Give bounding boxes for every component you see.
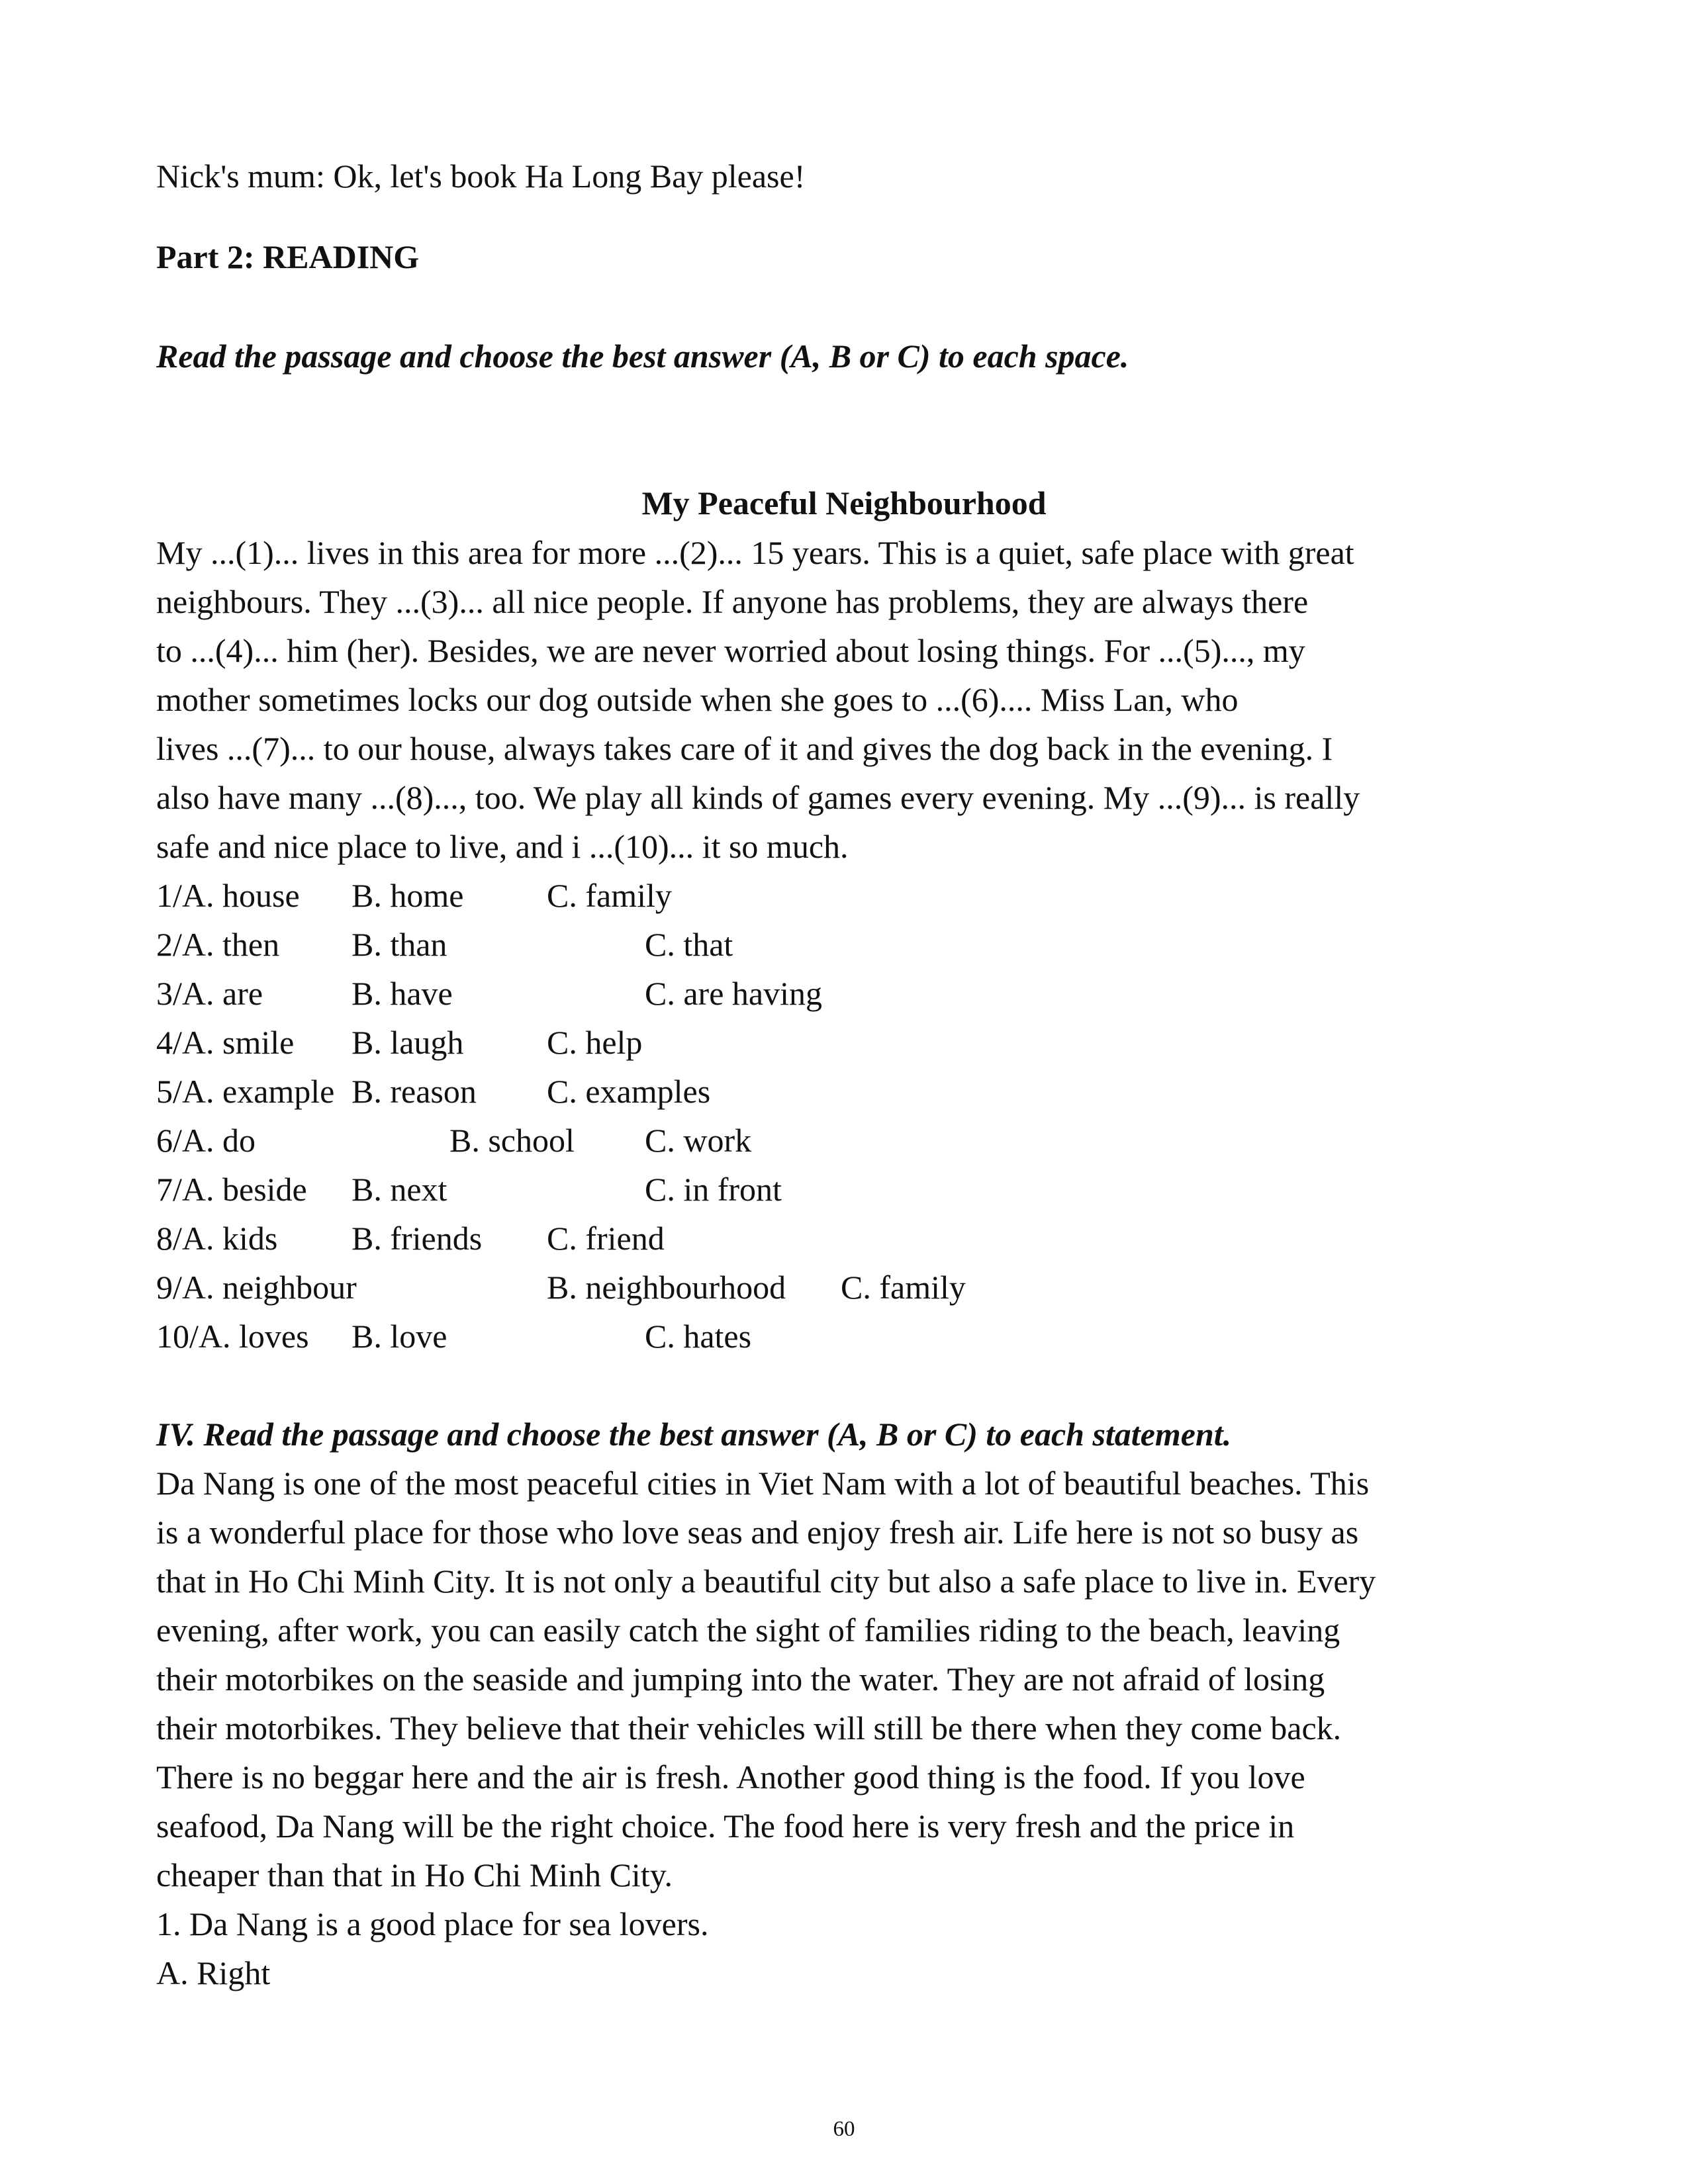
- option-a: 10/A. loves: [156, 1318, 309, 1355]
- option-b: B. home: [352, 877, 464, 914]
- passage-line: mother sometimes locks our dog outside when she goes to ...(6).... Miss Lan, who: [156, 681, 1239, 718]
- option-a: 2/A. then: [156, 926, 280, 963]
- option-b: B. than: [352, 926, 447, 963]
- option-c: C. that: [645, 926, 733, 963]
- part2-instruction: Read the passage and choose the best answer (A, B or C) to each space.: [156, 338, 1129, 375]
- passage-line: also have many ...(8)..., too. We play all kinds of games every evening. My ...(9)... is really: [156, 779, 1360, 816]
- passage-line: My ...(1)... lives in this area for more ...(2)... 15 years. This is a quiet, safe place with great: [156, 534, 1354, 571]
- option-b: B. school: [449, 1122, 575, 1159]
- section4-line: their motorbikes. They believe that their vehicles will still be there when they come back.: [156, 1709, 1342, 1747]
- option-a: 5/A. example: [156, 1073, 335, 1110]
- option-b: B. laugh: [352, 1024, 464, 1061]
- option-a: 9/A. neighbour: [156, 1269, 357, 1306]
- option-b: B. love: [352, 1318, 447, 1355]
- answer-a: A. Right: [156, 1954, 271, 1991]
- page-number: 60: [833, 2117, 855, 2141]
- option-c: C. examples: [547, 1073, 711, 1110]
- section4-line: evening, after work, you can easily catch the sight of families riding to the beach, leaving: [156, 1612, 1340, 1649]
- section4-line: seafood, Da Nang will be the right choice. The food here is very fresh and the price in: [156, 1807, 1295, 1844]
- dialogue-line: Nick's mum: Ok, let's book Ha Long Bay please!: [156, 158, 806, 195]
- option-c: C. work: [645, 1122, 752, 1159]
- option-c: C. are having: [645, 975, 822, 1012]
- passage-line: to ...(4)... him (her). Besides, we are never worried about losing things. For ...(5)..., my: [156, 632, 1305, 669]
- option-b: B. have: [352, 975, 453, 1012]
- option-c: C. help: [547, 1024, 643, 1061]
- section4-line: cheaper than that in Ho Chi Minh City.: [156, 1856, 673, 1893]
- option-a: 8/A. kids: [156, 1220, 278, 1257]
- option-a: 4/A. smile: [156, 1024, 295, 1061]
- option-c: C. family: [841, 1269, 966, 1306]
- passage-line: lives ...(7)... to our house, always takes care of it and gives the dog back in the evening. I: [156, 730, 1333, 767]
- option-c: C. hates: [645, 1318, 752, 1355]
- option-b: B. reason: [352, 1073, 477, 1110]
- passage-line: neighbours. They ...(3)... all nice people. If anyone has problems, they are always there: [156, 583, 1309, 620]
- section4-line: that in Ho Chi Minh City. It is not only a beautiful city but also a safe place to live in. Every: [156, 1563, 1376, 1600]
- option-c: C. family: [547, 877, 672, 914]
- option-c: C. friend: [547, 1220, 665, 1257]
- option-a: 7/A. beside: [156, 1171, 307, 1208]
- option-b: B. neighbourhood: [547, 1269, 786, 1306]
- option-b: B. friends: [352, 1220, 483, 1257]
- statement-1: 1. Da Nang is a good place for sea lovers.: [156, 1905, 709, 1942]
- option-c: C. in front: [645, 1171, 782, 1208]
- part2-heading: Part 2: READING: [156, 238, 420, 275]
- option-a: 6/A. do: [156, 1122, 256, 1159]
- option-b: B. next: [352, 1171, 447, 1208]
- option-a: 3/A. are: [156, 975, 263, 1012]
- section4-line: Da Nang is one of the most peaceful cities in Viet Nam with a lot of beautiful beaches. This: [156, 1465, 1370, 1502]
- section4-line: There is no beggar here and the air is fresh. Another good thing is the food. If you love: [156, 1758, 1305, 1796]
- passage-line: safe and nice place to live, and i ...(10)... it so much.: [156, 828, 849, 865]
- section4-heading: IV. Read the passage and choose the best answer (A, B or C) to each statement.: [156, 1416, 1232, 1453]
- option-a: 1/A. house: [156, 877, 300, 914]
- passage-title: My Peaceful Neighbourhood: [641, 484, 1047, 522]
- section4-line: is a wonderful place for those who love seas and enjoy fresh air. Life here is not so busy as: [156, 1514, 1359, 1551]
- section4-line: their motorbikes on the seaside and jumping into the water. They are not afraid of losing: [156, 1661, 1325, 1698]
